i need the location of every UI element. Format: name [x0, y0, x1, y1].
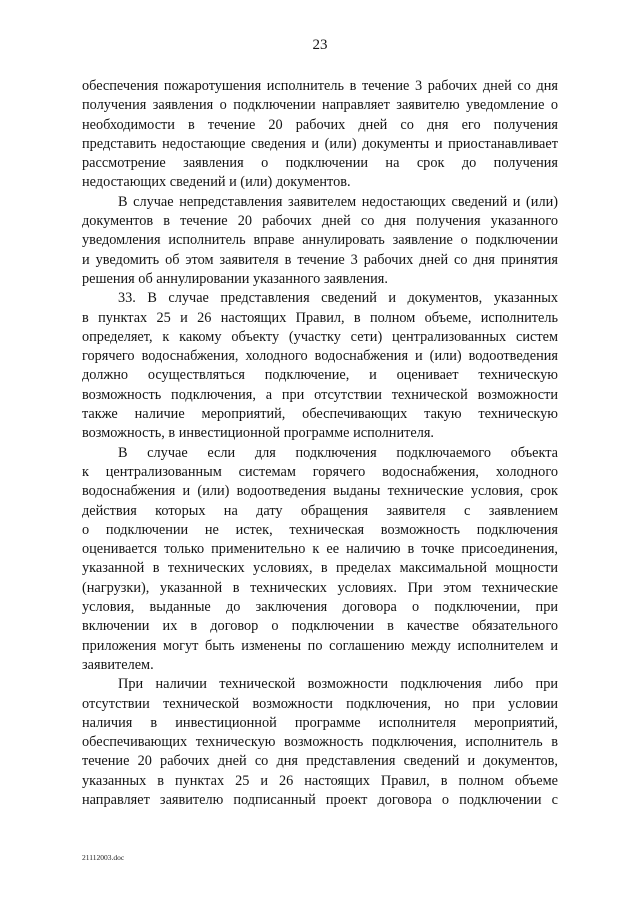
- text-line: решения об аннулировании указанного заявления.: [82, 270, 388, 287]
- text-line: представить недостающие сведения и (или) документы и приостанавливает: [82, 135, 558, 152]
- paragraph-2: [82, 193, 558, 289]
- text-line: горячего водоснабжения, холодного водоснабжения и (или) водоотведения: [82, 348, 558, 365]
- text-line: обеспечивающих техническую возможность подключения, исполнитель в: [82, 734, 558, 751]
- text-line: направляет заявителю подписанный проект договора о подключении с: [82, 791, 558, 808]
- text-line: отсутствии технической возможности подключения, но при условии: [82, 695, 558, 712]
- footer-filename: 21112003.doc: [82, 853, 125, 862]
- text-line: указанных в пунктах 25 и 26 настоящих Правил, в полном объеме: [82, 772, 558, 789]
- text-line: необходимости в течение 20 рабочих дней со дня его получения: [82, 116, 558, 133]
- text-line: возможность, в инвестиционной программе исполнителя.: [82, 425, 434, 442]
- text-line: должно осуществляться подключение, и оценивает техническую: [82, 367, 558, 384]
- text-line: водоснабжения и (или) водоотведения выданы технические условия, срок: [82, 483, 558, 500]
- paragraph-1: [82, 77, 558, 193]
- text-line: условия, выданные до заключения договора о подключении, при: [82, 599, 558, 616]
- text-line: документов в течение 20 рабочих дней со дня получения указанного: [82, 213, 558, 230]
- text-line: (нагрузки), указанной в технических условиях. При этом технические: [82, 579, 558, 596]
- text-line: В случае непредставления заявителем недостающих сведений и (или): [118, 193, 558, 210]
- text-line: рассмотрение заявления о подключении на срок до получения: [82, 155, 558, 172]
- paragraph-3: [82, 289, 558, 443]
- text-line: обеспечения пожаротушения исполнитель в течение 3 рабочих дней со дня: [82, 78, 558, 94]
- text-line: заявителем.: [82, 656, 154, 673]
- text-line: оценивается только применительно к ее наличию в точке присоединения,: [82, 541, 558, 558]
- text-line: недостающих сведений и (или) документов.: [82, 174, 351, 191]
- text-line: действия которых на дату обращения заявителя с заявлением: [82, 502, 558, 519]
- page-number: 23: [312, 37, 328, 53]
- text-line: включении их в договор о подключении в качестве обязательного: [82, 618, 558, 635]
- text-line: течение 20 рабочих дней со дня представления сведений и документов,: [82, 753, 558, 770]
- text-line: о подключении не истек, техническая возможность подключения: [82, 521, 558, 538]
- text-line: возможность подключения, а при отсутствии технической возможности: [82, 386, 558, 403]
- text-line: определяет, к какому объекту (участку сети) централизованных систем: [82, 328, 558, 345]
- paragraph-5: [82, 675, 558, 810]
- text-line: наличия в инвестиционной программе исполнителя мероприятий,: [82, 714, 558, 731]
- text-line: к централизованным системам горячего водоснабжения, холодного: [82, 463, 558, 480]
- text-line: в пунктах 25 и 26 настоящих Правил, в полном объеме, исполнитель: [82, 309, 558, 326]
- document-body: [82, 77, 558, 810]
- text-line: также наличие мероприятий, обеспечивающих такую техническую: [82, 406, 558, 423]
- text-line: приложения могут быть изменены по соглашению между исполнителем и: [82, 637, 558, 654]
- text-line: указанной в технических условиях, в пределах максимальной мощности: [82, 560, 558, 577]
- paragraph-4: [82, 444, 558, 676]
- text-line: получения заявления о подключении направляет заявителю уведомление о: [82, 97, 558, 114]
- text-line: 33. В случае представления сведений и документов, указанных: [118, 290, 558, 307]
- text-line: и уведомить об этом заявителя в течение 3 рабочих дней со дня принятия: [82, 251, 558, 268]
- text-line: уведомления исполнитель вправе аннулировать заявление о подключении: [82, 232, 558, 249]
- text-line: При наличии технической возможности подключения либо при: [118, 676, 558, 693]
- text-line: В случае если для подключения подключаемого объекта: [118, 444, 558, 461]
